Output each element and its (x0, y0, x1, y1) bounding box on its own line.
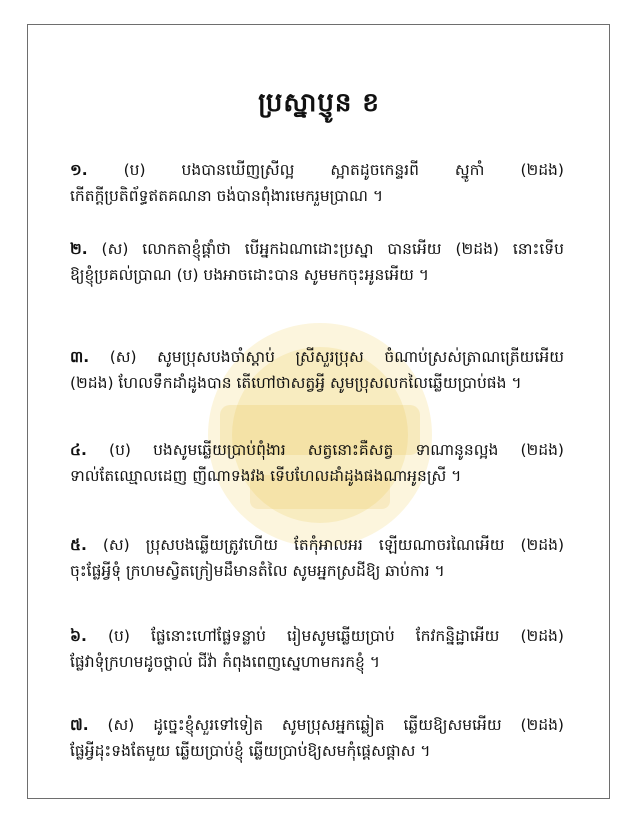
verse-word: (២ដង) (520, 161, 564, 179)
verse-number: ១. (70, 161, 88, 179)
verse-word: (ស) (109, 348, 137, 366)
verse-5 (70, 532, 564, 584)
verse-word: (ស) (101, 240, 129, 258)
verse-word: សូមប្រុសបងចាំស្ដាប់ (157, 348, 275, 366)
verse-line-1 (70, 437, 564, 463)
verse-line-2: ទាល់តែឈ្មោលដេញ ញីណាទងវង ទើបហែលដាំដូងផងណាអូនស្រី ។ (70, 467, 462, 485)
verse-word: ឆ្លើយឱ្យសមអើយ (403, 716, 502, 734)
verse-3 (70, 344, 564, 396)
verse-number: ៧. (70, 716, 89, 734)
verse-word: ផ្លែនោះហៅផ្លែទន្លាប់ (150, 627, 266, 645)
verse-word: ប្រុសបងឆ្លើយត្រូវហើយ (145, 536, 278, 554)
verse-number: ៦. (70, 627, 87, 645)
verse-word: បើអ្នកឯណាដោះប្រស្នា (244, 240, 374, 258)
verse-line-2: កើតក្តីប្រតិព័ទ្ធឥតគណនា ចង់បានពុំងារមេករួមប្រាណ ។ (70, 187, 384, 205)
verse-line-2: ឱ្យខ្ញុំប្រគល់ប្រាណ (ប) បងអាចដោះបាន សូមមកចុះអូនអើយ ។ (70, 266, 429, 284)
verse-word: សូមប្រុសអ្នកឆ្លៀត (281, 716, 385, 734)
page-border (27, 24, 610, 799)
verse-word: កែវកន្និដ្ឋាអើយ (415, 627, 500, 645)
verse-word: (ស) (102, 536, 130, 554)
verse-line-2: ផ្លែអ្វីដុះទងតែមួយ ឆ្លើយប្រាប់ខ្ញុំ ឆ្លើយប្រាប់ឱ្យសមកុំផ្តេសផ្តាស ។ (70, 742, 431, 760)
verse-number: ៤. (70, 441, 87, 459)
verse-word: (២ដង) (520, 441, 564, 459)
verse-word: សត្វនោះគឺសត្វ (307, 441, 394, 459)
verse-7 (70, 712, 564, 764)
verse-word: (២ដង) (520, 627, 564, 645)
verse-number: ៥. (70, 536, 87, 554)
verse-line-1 (70, 532, 564, 558)
verse-word: ឡើយណាចរណៃអើយ (378, 536, 505, 554)
verse-line-1 (70, 236, 564, 262)
verse-word: រៀមសូមឆ្លើយប្រាប់ (287, 627, 395, 645)
verse-word: ទាណានូនល្អង (415, 441, 499, 459)
verse-6 (70, 623, 564, 675)
verse-word: នោះទើប (512, 240, 564, 258)
verse-line-1 (70, 157, 564, 183)
verse-word: (២ដង) (520, 716, 564, 734)
verse-line-2: (២ដង) ហែលទឹកដាំដូងបាន តើហៅថាសត្វអ្វី សូមប្រុសលកលៃឆ្លើយប្រាប់ផង ។ (70, 374, 522, 392)
verse-number: ៣. (70, 348, 90, 366)
verse-word: (ស) (107, 716, 135, 734)
verse-word: បងបានឃើញស្រីល្អ (181, 161, 295, 179)
verse-line-1 (70, 712, 564, 738)
verse-word: លោកតាខ្ញុំផ្តាំថា (142, 240, 231, 258)
verse-line-1 (70, 344, 564, 370)
verse-word: (២ដង) (520, 536, 564, 554)
verse-word: ស្រីសួរប្រុស (295, 348, 364, 366)
verse-word: (ប) (107, 627, 130, 645)
verse-word: តែកុំអាលអរ (293, 536, 363, 554)
verse-number: ២. (70, 240, 88, 258)
verse-word: (ប) (109, 441, 131, 459)
verse-word: បានអើយ (387, 240, 442, 258)
verse-4 (70, 437, 564, 489)
verse-word: បងសូមឆ្លើយប្រាប់ពុំងារ (153, 441, 286, 459)
verse-word: ដូច្នេះខ្ញុំសួរទៅទៀត (153, 716, 264, 734)
verse-line-2: ចុះផ្លែអ្វីទុំ ក្រហមស្វិតក្រៀមដឹមានតំលៃ សូមអ្នកស្រដីឱ្យ ឆាប់ការ ។ (70, 562, 445, 580)
verse-1 (70, 157, 564, 209)
verse-word: (ប) (123, 161, 146, 179)
verse-line-1 (70, 623, 564, 649)
verse-word: ស្អាតដូចកេន្ទរពី (330, 161, 419, 179)
verse-word: (២ដង) (455, 240, 499, 258)
verse-2 (70, 236, 564, 288)
verse-word: ចំណាប់ស្រស់ត្រាណត្រើយអើយ (384, 348, 564, 366)
verse-line-2: ផ្លែវាទុំក្រហមដូចថ្ពាល់ ជីវ៉ា កំពុងពេញស្នេហាមករកខ្ញុំ ។ (70, 653, 381, 671)
verse-word: ស្នូកាំ (454, 161, 485, 179)
document-title: ប្រស្នាប្ញូន ខ (258, 88, 380, 118)
